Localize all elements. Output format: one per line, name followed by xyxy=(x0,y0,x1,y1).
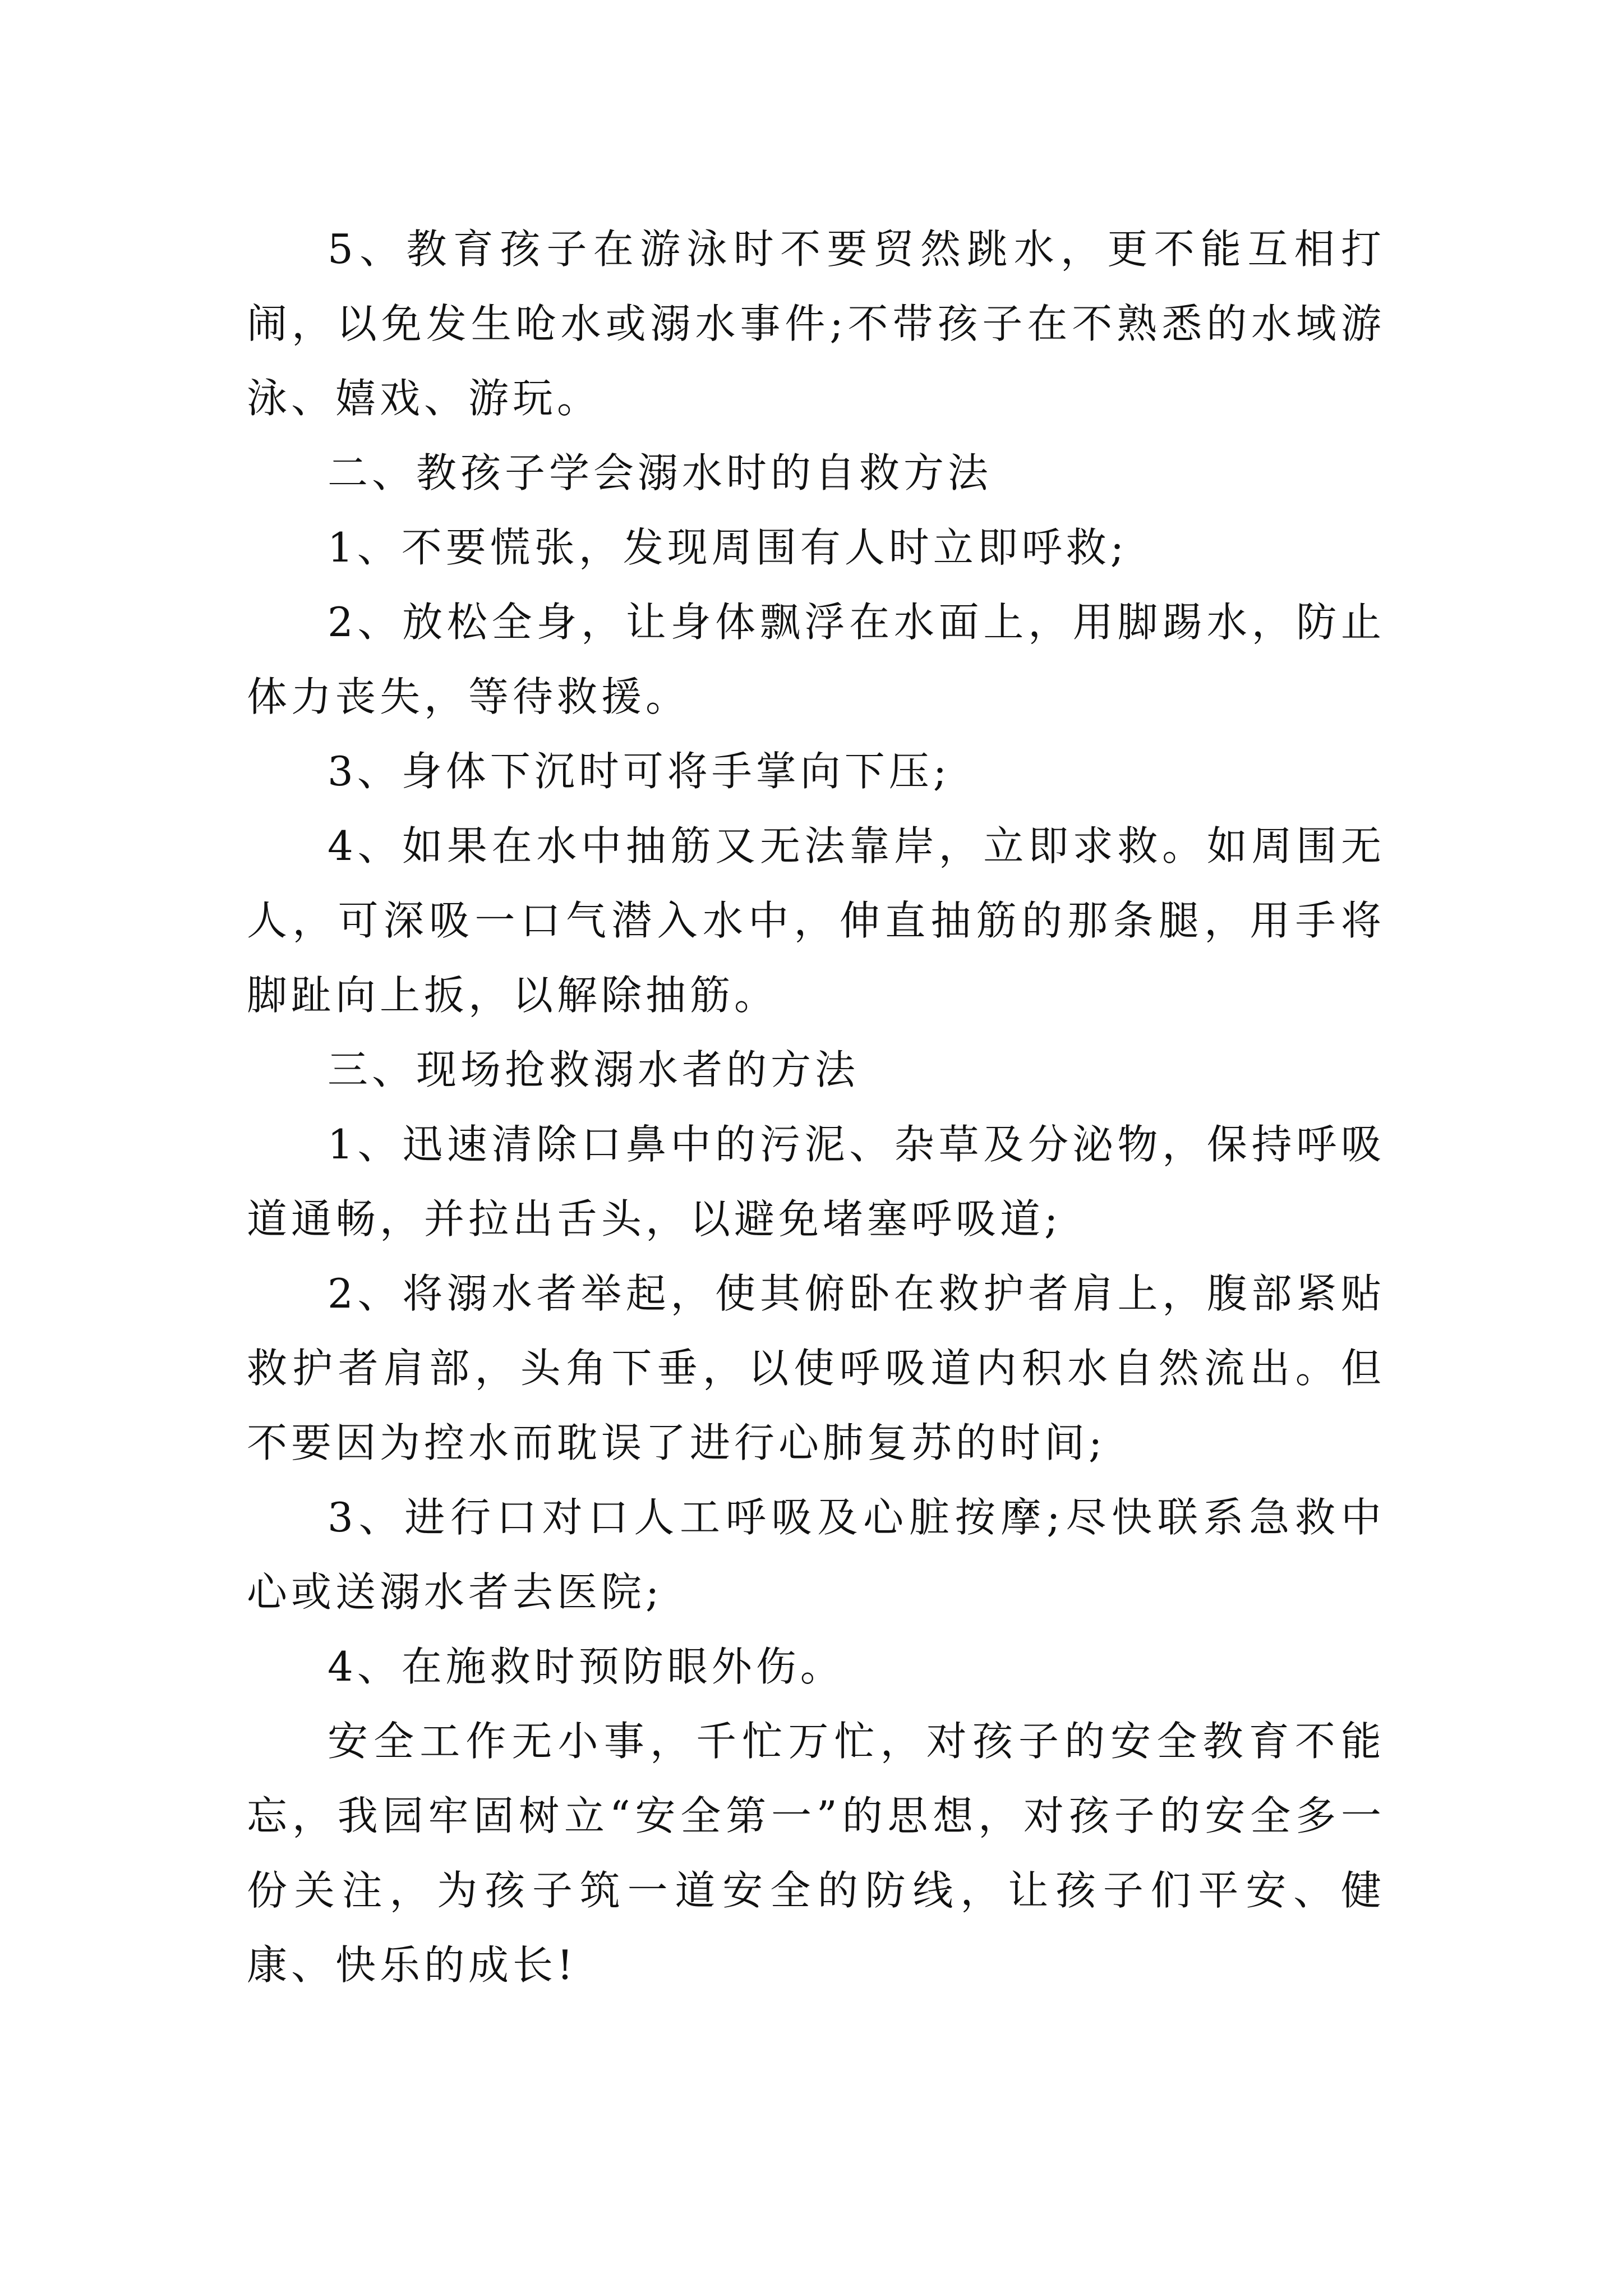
paragraph-on-site-rescue-3: 3、进行口对口人工呼吸及心脏按摩;尽快联系急救中心或送溺水者去医院; xyxy=(247,1494,1385,1616)
paragraph-closing: 安全工作无小事，千忙万忙，对孩子的安全教育不能忘，我园牢固树立“安全第一”的思想，对孩子的安全多一份关注，为孩子筑一道安全的防线，让孩子们平安、健康、快乐的成长! xyxy=(247,1718,1385,1989)
paragraph-on-site-rescue-2: 2、将溺水者举起，使其俯卧在救护者肩上，腹部紧贴救护者肩部，头角下垂，以使呼吸道内积水自然流出。但不要因为控水而耽误了进行心肺复苏的时间; xyxy=(247,1270,1385,1466)
document-body xyxy=(247,212,1385,2003)
section-heading-on-site-rescue: 三、现场抢救溺水者的方法 xyxy=(328,1046,860,1093)
paragraph-self-rescue-3: 3、身体下沉时可将手掌向下压; xyxy=(328,748,951,795)
paragraph-on-site-rescue-1: 1、迅速清除口鼻中的污泥、杂草及分泌物，保持呼吸道通畅，并拉出舌头，以避免堵塞呼吸道; xyxy=(247,1121,1385,1243)
paragraph-self-rescue-1: 1、不要慌张，发现周围有人时立即呼救; xyxy=(328,524,1128,571)
paragraph-on-site-rescue-4: 4、在施救时预防眼外伤。 xyxy=(328,1643,845,1690)
section-heading-self-rescue: 二、教孩子学会溺水时的自救方法 xyxy=(328,449,993,496)
paragraph-self-rescue-2: 2、放松全身，让身体飘浮在水面上，用脚踢水，防止体力丧失，等待救援。 xyxy=(247,599,1385,720)
paragraph-rule-5: 5、教育孩子在游泳时不要贸然跳水，更不能互相打闹，以免发生呛水或溺水事件;不带孩子在不熟悉的水域游泳、嬉戏、游玩。 xyxy=(247,226,1385,422)
paragraph-self-rescue-4: 4、如果在水中抽筋又无法靠岸，立即求救。如周围无人，可深吸一口气潜入水中，伸直抽筋的那条腿，用手将脚趾向上扳，以解除抽筋。 xyxy=(247,822,1385,1019)
